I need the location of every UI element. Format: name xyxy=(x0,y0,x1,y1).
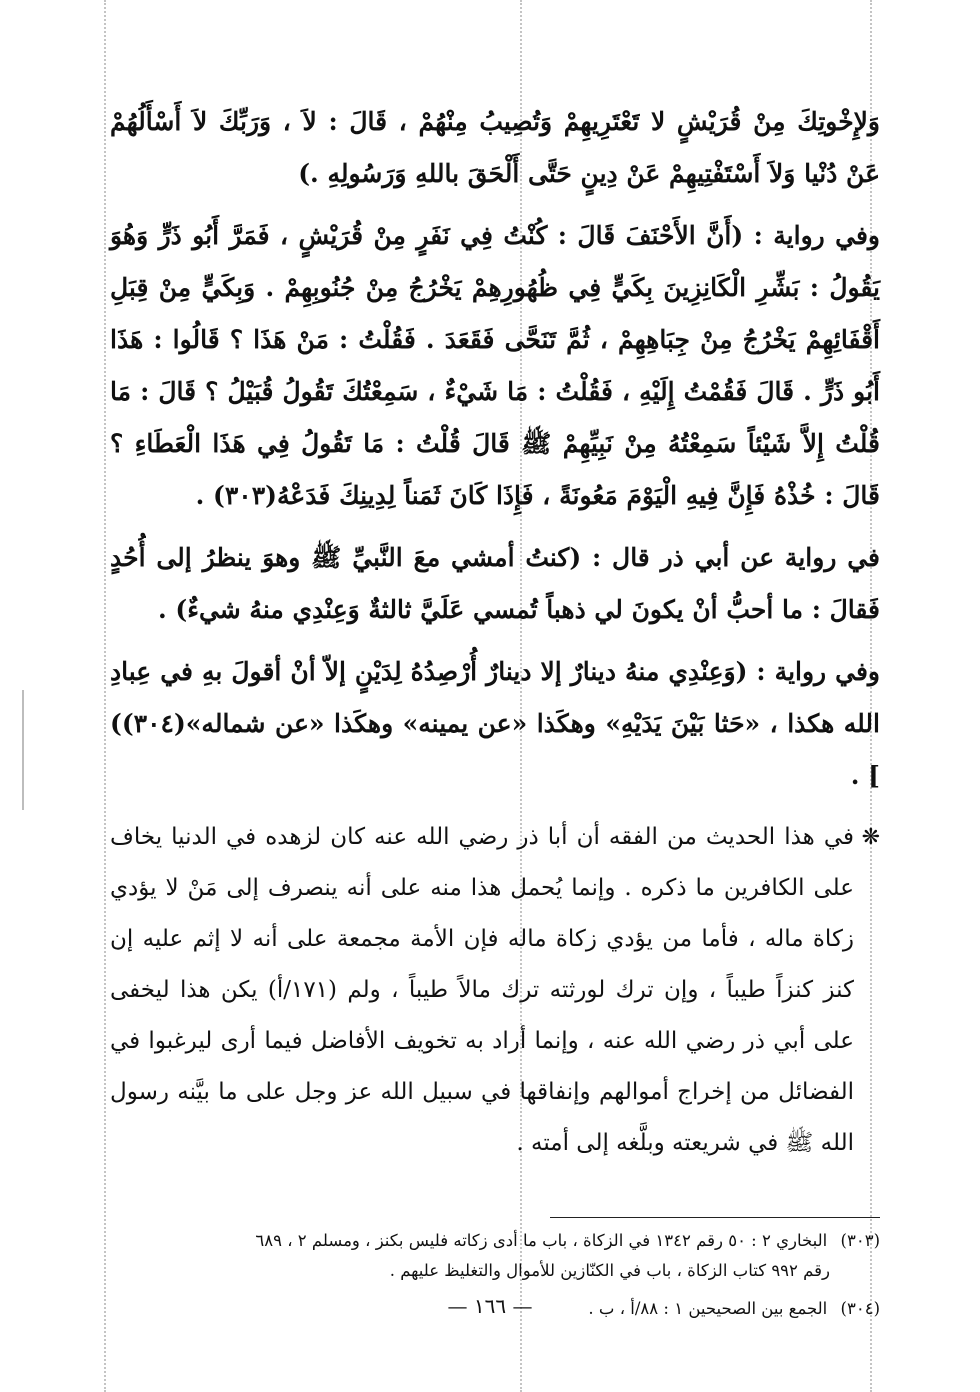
footnote-number: (٣٠٤) xyxy=(840,1299,880,1318)
footnote-number: (٣٠٣) xyxy=(840,1231,880,1250)
commentary-text: في هذا الحديث من الفقه أن أبا ذر رضي الله عنه كان لزهده في الدنيا يخاف على الكافرين ما ذكره . وإنما يُحمل هذا منه على أنه ينصرف إلى مَنْ لا يؤدي زكاة ماله ، فأما من يؤدي زكاة ماله فإن الأمة مجمعة على أنه لا إثم عليه إن كنز كنزاً طيباً ، وإن ترك لورثته ترك مالاً طيباً ، ولم (١٧١/أ) يكن هذا ليخفى على أبي ذر رضي الله عنه ، وإنما أراد به تخويف الأفاضل فيما أرى ليرغبوا في الفضائل من إخراج أموالهم وإنفاقها في سبيل الله عز وجل على ما بيَّنه رسول الله ﷺ في شريعته وبلَّغه إلى أمته . xyxy=(110,824,854,1156)
page-number: — ١٦٦ — xyxy=(447,1294,533,1318)
binding-mark xyxy=(22,690,24,810)
footnote-text: الجمع بين الصحيحين ١ : ٨٨/أ ، ب . xyxy=(588,1299,828,1318)
paragraph-1: وَلإِخْوتِكَ مِنْ قُرَيْشٍ لا تَعْتَرِيهِمْ وَتُصِيبُ مِنْهُمْ ، قَالَ : لاَ ، وَرَبِّكَ لاَ أَسْأَلُهُمْ عَنْ دُنْيا وَلاَ أَسْتَفْتِيهِمْ عَنْ دِينٍ حَتَّى أَلْحَقَ باللهِ وَرَسُولِهِ .) xyxy=(110,107,880,188)
paragraph-4: وفي رواية : (وَعِنْدِي منهُ دينارٌ إلا دينارٌ أُرْصِدُهُ لِدَيْنٍ إلاّ أنْ أقولَ بهِ في عِبادِ الله هكذا ، «حَثا بَيْنَ يَدَيْهِ» وهكَذا «عن يمينه» وهكَذا «عن شماله»(٣٠٤)) ] . xyxy=(110,657,880,790)
commentary-note xyxy=(110,812,880,1169)
paragraph-2: وفي رواية : (أَنَّ الأَحْنَفَ قَالَ : كُنْتُ فِي نَفَرٍ مِنْ قُرَيْشٍ ، فَمَرَّ أَبُو ذَرٍّ وَهُوَ يَقُولُ : بَشِّرِ الْكَانِزِينَ بِكَيٍّ فِي ظُهُورِهِمْ يَخْرُجُ مِنْ جُنُوبِهِمْ . وَبِكَيٍّ مِنْ قِبَلِ أَقْفَائِهِمْ يَخْرُجُ مِنْ جِبَاهِهِمْ ، ثُمَّ تَنَحَّى فَقَعَدَ . فَقُلْتُ : مَنْ هَذَا ؟ قَالُوا : هَذَا أَبُو ذَرٍّ . قَالَ فَقُمْتُ إِلَيْهِ ، فَقُلْتُ : مَا شَيْءٌ ، سَمِعْتُكَ تَقُولُ قُبَيْلُ ؟ قَالَ : مَا قُلْتُ إِلاَّ شَيْئاً سَمِعْتُهُ مِنْ نَبِيِّهِمْ ﷺ قَالَ قُلْتُ : مَا تَقُولُ فِي هَذَا الْعَطَاءِ ؟ قَالَ : خُذْهُ فَإِنَّ فِيهِ الْيَوْمَ مَعُونَةً ، فَإِذَا كَانَ ثَمَناً لِدِينِكَ فَدَعْهُ(٣٠٣) . xyxy=(110,221,880,510)
asterism-icon: ❋ xyxy=(861,825,880,850)
footnote-text: البخاري ٢ : ٥٠ رقم ١٣٤٢ في الزكاة ، باب ما أدى زكاته فليس بكنز ، ومسلم ٢ ، ٦٨٩ xyxy=(255,1231,828,1250)
paragraph-3: في رواية عن أبي ذر قال : (كنتُ أمشي معَ النَّبيِّ ﷺ وهوَ ينظرُ إلى أُحُدٍ فَقالَ : ما أحبُّ أنْ يكونَ لي ذهباً تُمسي عَلَيَّ ثالثةٌ وَعِنْدِي منهُ شيءٌ) . xyxy=(110,543,880,624)
footnote-continuation: رقم ٩٩٢ كتاب الزكاة ، باب في الكنّازين للأموال والتغليظ عليهم . xyxy=(389,1261,830,1280)
footnote-303 xyxy=(110,1226,880,1286)
page-body xyxy=(110,96,880,1324)
footnote-separator xyxy=(550,1217,880,1218)
margin-dots-left xyxy=(104,0,106,1392)
